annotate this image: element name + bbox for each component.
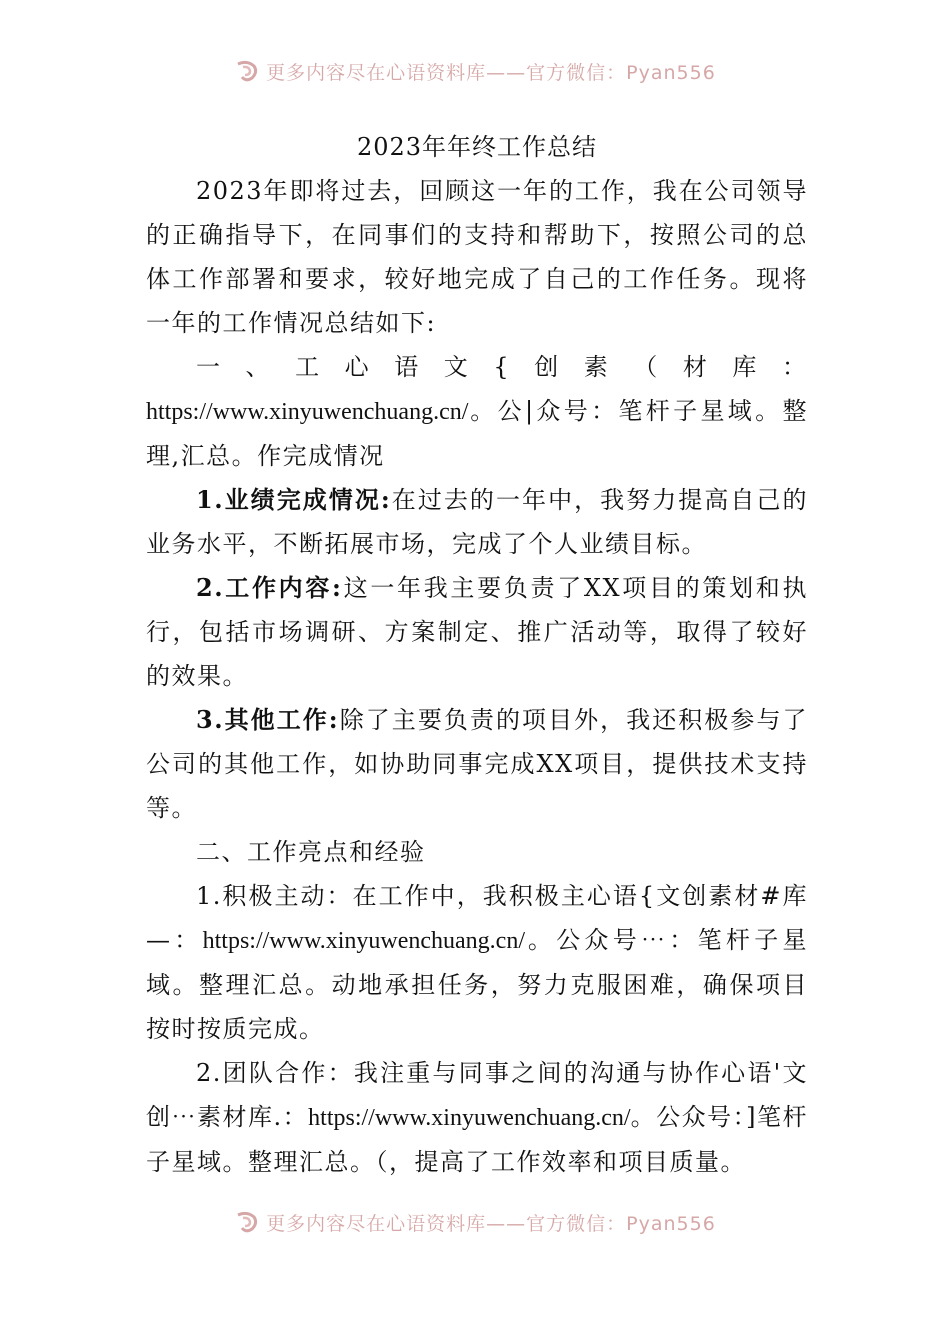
document-body [146, 125, 808, 1184]
document-title: 2023年年终工作总结 [356, 133, 598, 161]
point1-text-a: 1.积极主动：在工作中，我积极主心语{文创素材#库—： [146, 882, 808, 954]
item3-label: 3.其他工作: [196, 705, 340, 734]
point2-text-b: 。公众号：]笔杆子星域。整理汇总。（，提高了工作效率和项目质量。 [146, 1103, 808, 1176]
header-watermark [0, 56, 950, 86]
item1-text: 在过去的一年中，我努力提高自己的业务水平，不断拓展市场，完成了个人业绩目标。 [146, 486, 808, 558]
item1-paragraph [146, 478, 808, 566]
section1-heading-cont [146, 389, 808, 478]
point2-text-a: 2.团队合作：我注重与同事之间的沟通与协作心语'文创⋯素材库.： [146, 1059, 808, 1131]
point2-url: https://www.xinyuwenchuang.cn/ [308, 1105, 631, 1131]
section1-heading-b: 。公|众号：笔杆子星域。整理,汇总。作完成情况 [146, 397, 808, 470]
section2-heading: 二、工作亮点和经验 [196, 838, 426, 866]
brand-logo-icon [234, 1209, 260, 1235]
section1-url: https://www.xinyuwenchuang.cn/ [146, 399, 469, 425]
watermark-text: 更多内容尽在心语资料库——官方微信：Pyan556 [266, 1212, 716, 1235]
point1-text-b: 。公众号⋯：笔杆子星域。整理汇总。动地承担任务，努力克服困难，确保项目按时按质完成。 [146, 926, 809, 1043]
item2-label: 2.工作内容: [196, 573, 343, 602]
section1-heading [146, 345, 808, 389]
watermark-text: 更多内容尽在心语资料库——官方微信：Pyan556 [266, 61, 716, 84]
brand-logo-icon [234, 58, 260, 84]
point1-url: https://www.xinyuwenchuang.cn/ [202, 928, 526, 954]
section1-heading-a: 一、工心语文{创素（材库： [196, 353, 808, 381]
intro-text: 2023年即将过去，回顾这一年的工作，我在公司领导的正确指导下，在同事们的支持和帮助下，按照公司的总体工作部署和要求，较好地完成了自己的工作任务。现将一年的工作情况总结如下: [146, 177, 808, 337]
footer-watermark [0, 1207, 950, 1237]
point2-paragraph [146, 1051, 808, 1184]
item1-label: 1.业绩完成情况: [196, 485, 392, 514]
intro-paragraph [146, 169, 808, 345]
item3-paragraph [146, 698, 808, 830]
point1-paragraph [146, 874, 808, 1051]
item3-text: 除了主要负责的项目外，我还积极参与了公司的其他工作，如协助同事完成XX项目，提供技术支持等。 [146, 706, 808, 822]
item2-text: 这一年我主要负责了XX项目的策划和执行，包括市场调研、方案制定、推广活动等，取得了较好的效果。 [146, 574, 808, 690]
item2-paragraph [146, 566, 808, 698]
